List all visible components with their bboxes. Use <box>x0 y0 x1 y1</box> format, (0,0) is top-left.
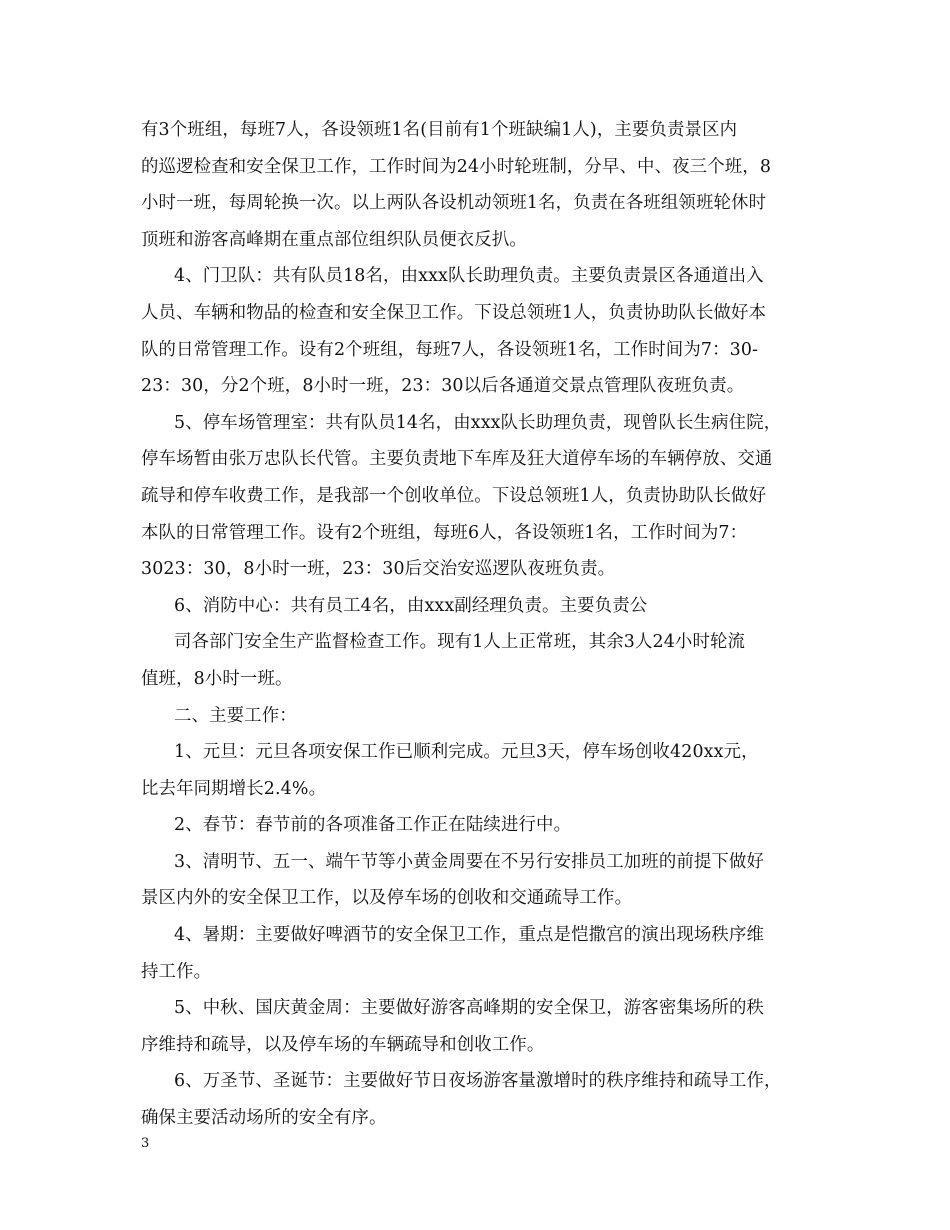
text-line: 小时一班，每周轮换一次。以上两队各设机动领班1名，负责在各班组领班轮休时 <box>141 193 767 214</box>
text-line: 3、清明节、五一、端午节等小黄金周要在不另行安排员工加班的前提下做好 <box>174 851 765 872</box>
text-line: 4、暑期：主要做好啤酒节的安全保卫工作，重点是恺撒宫的演出现场秩序维 <box>174 925 765 946</box>
text-line: 的巡逻检查和安全保卫工作，工作时间为24小时轮班制，分早、中、夜三个班，8 <box>141 156 772 177</box>
text-line: 有3个班组，每班7人，各设领班1名(目前有1个班缺编1人)，主要负责景区内 <box>141 120 738 140</box>
text-line: 顶班和游客高峰期在重点部位组织队员便衣反扒。 <box>141 229 527 250</box>
text-line: 3023：30，8小时一班，23：30后交治安巡逻队夜班负责。 <box>141 559 616 580</box>
text-line: 停车场暂由张万忠队长代管。主要负责地下车库及狂大道停车场的车辆停放、交通 <box>141 449 773 470</box>
text-line: 4、门卫队：共有队员18名，由xxx队长助理负责。主要负责景区各通道出入 <box>174 266 764 287</box>
text-line: 本队的日常管理工作。设有2个班组，每班6人，各设领班1名，工作时间为7： <box>141 522 748 543</box>
text-line: 序维持和疏导，以及停车场的车辆疏导和创收工作。 <box>141 1034 545 1055</box>
text-line: 人员、车辆和物品的检查和安全保卫工作。下设总领班1人，负责协助队长做好本 <box>141 302 767 323</box>
text-line: 队的日常管理工作。设有2个班组，每班7人，各设领班1名，工作时间为7：30- <box>141 339 759 360</box>
page-number: 3 <box>141 1136 150 1151</box>
text-line: 值班，8小时一班。 <box>141 668 293 689</box>
text-line: 持工作。 <box>141 961 212 982</box>
text-line: 6、万圣节、圣诞节：主要做好节日夜场游客量激增时的秩序维持和疏导工作， <box>174 1071 782 1092</box>
text-line: 比去年同期增长2.4%。 <box>141 778 327 799</box>
text-line: 景区内外的安全保卫工作，以及停车场的创收和交通疏导工作。 <box>141 888 633 909</box>
document-body <box>141 112 816 1137</box>
text-line: 2、春节：春节前的各项准备工作正在陆续进行中。 <box>174 815 572 836</box>
text-line: 二、主要工作： <box>174 705 297 726</box>
text-line: 23：30，分2个班，8小时一班，23：30以后各通道交景点管理队夜班负责。 <box>141 376 745 397</box>
text-line: 5、停车场管理室：共有队员14名，由xxx队长助理负责，现曾队长生病住院， <box>174 412 782 433</box>
text-line: 5、中秋、国庆黄金周：主要做好游客高峰期的安全保卫，游客密集场所的秩 <box>174 998 765 1019</box>
text-line: 司各部门安全生产监督检查工作。现有1人上正常班，其余3人24小时轮流 <box>174 632 746 653</box>
text-line: 疏导和停车收费工作，是我部一个创收单位。下设总领班1人，负责协助队长做好 <box>141 485 767 506</box>
text-line: 6、消防中心：共有员工4名，由xxx副经理负责。主要负责公 <box>174 595 648 616</box>
text-line: 确保主要活动场所的安全有序。 <box>141 1108 387 1129</box>
text-line: 1、元旦：元旦各项安保工作已顺利完成。元旦3天，停车场创收420xx元， <box>174 742 759 763</box>
